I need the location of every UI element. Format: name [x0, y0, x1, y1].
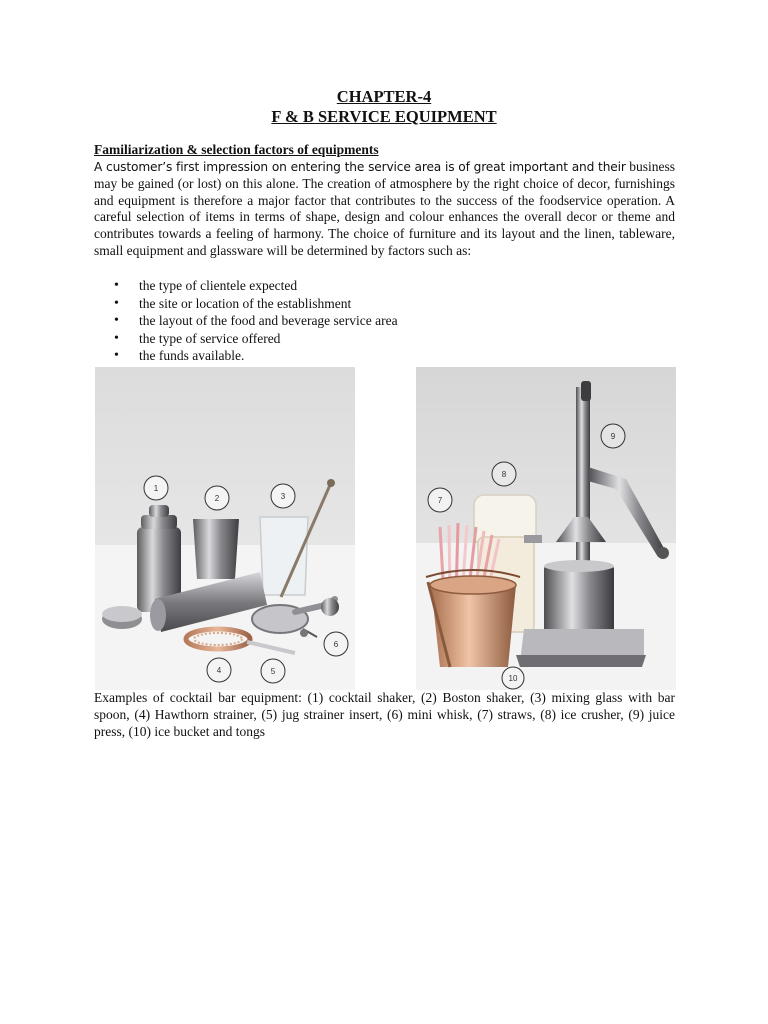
factor-item: • the type of service offered: [94, 330, 398, 348]
chapter-title: F & B SERVICE EQUIPMENT: [271, 107, 497, 126]
photo-number-label: 2: [214, 494, 220, 503]
photo-number-label: 6: [333, 640, 339, 649]
photo-number-label: 1: [153, 484, 159, 493]
factor-item: • the funds available.: [94, 347, 398, 365]
cocktail-tools-illustration: [95, 367, 355, 690]
section-heading: Familiarization & selection factors of equipments: [94, 142, 379, 157]
factor-item: • the site or location of the establishment: [94, 295, 398, 313]
cocktail-tools-photo: [95, 367, 355, 690]
photo-number-label: 9: [610, 432, 616, 441]
intro-body: business may be gained (or lost) on this alone. The creation of atmosphere by the right choice of decor, furnishings and equipment is therefore a major factor that contributes to the success of the foodservice operation. A careful selection of items in terms of shape, design and colour enhances the overall decor or theme and contributes towards a feeling of harmony. The choice of furniture and its layout and the linen, tableware, small equipment and glassware will be determined by factors such as:: [94, 159, 676, 258]
bar-equipment-photo: [416, 367, 676, 690]
factor-item: • the layout of the food and beverage service area: [94, 312, 398, 330]
factor-item: • the type of clientele expected: [94, 277, 398, 295]
intro-paragraph: [94, 159, 675, 260]
factor-list: [94, 277, 398, 365]
figure-caption: Examples of cocktail bar equipment: (1) cocktail shaker, (2) Boston shaker, (3) mixing glass with bar spoon, (4) Hawthorn strainer, (5) jug strainer insert, (6) mini whisk, (7) straws, (8) ice crusher, (9) juice press, (10) ice bucket and tongs: [94, 690, 675, 739]
photo-number-label: 5: [270, 667, 276, 676]
chapter-label: CHAPTER-4: [336, 87, 432, 106]
photo-number-label: 10: [508, 674, 518, 683]
bar-equipment-illustration: [416, 367, 676, 690]
photo-number-label: 8: [501, 470, 507, 479]
intro-first-line: A customer’s first impression on entering the service area is of great important and their: [94, 160, 626, 174]
photo-number-label: 7: [437, 496, 443, 505]
photo-number-label: 3: [280, 492, 286, 501]
photo-number-label: 4: [216, 666, 222, 675]
